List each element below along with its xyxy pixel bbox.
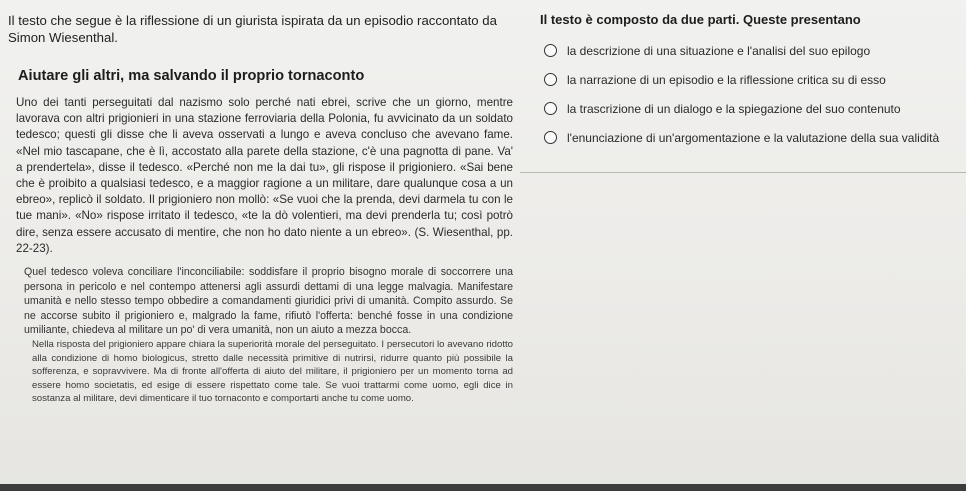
radio-button-icon[interactable] [544,44,557,57]
answer-option-label: l'enunciazione di un'argomentazione e la valutazione della sua validità [567,130,940,145]
passage-headline: Aiutare gli altri, ma salvando il proprio tornaconto [18,68,365,84]
question-text: Il testo è composto da due parti. Queste presentano [540,12,861,27]
reading-passage [8,12,513,406]
passage-paragraph-3: Nella risposta del prigioniero appare chiara la superiorità morale del perseguitato. I persecutori lo avevano ridotto alla condizione di homo biologicus, stretto dalle necessità primitive di nutrirsi, ridurre quanto più possibile la sofferenza, e sopravvivere. Ma di fronte all'offerta di aiuto del militare, il prigioniero per un momento torna ad essere homo societatis, ed esige di essere rispettato come tale. Se vuoi trattarmi come uomo, egli dice in sostanza al militare, devi dimenticare il tuo tornaconto e comportarti anche tu come uomo. [32,339,513,405]
question-panel [532,12,962,155]
answer-option-a[interactable] [532,39,962,62]
radio-button-icon[interactable] [544,131,557,144]
radio-button-icon[interactable] [544,73,557,86]
answer-option-b[interactable] [532,68,962,91]
passage-intro: Il testo che segue è la riflessione di un giurista ispirata da un episodio raccontato da Simon Wiesenthal. [8,13,497,45]
bottom-edge [0,484,966,491]
passage-paragraph-1: Uno dei tanti perseguitati dal nazismo solo perché nati ebrei, scrive che un giorno, mentre lavorava con altri prigionieri in una stazione ferroviaria della Polonia, fu avvicinato da un soldato tedesco; questi gli disse che li aveva osservati a lungo e aveva concluso che avevano fame. «Nel mio tascapane, che è lì, accostato alla parete della stazione, c'è una pagnotta di pane. Va' a prendertela», disse il tedesco. «Perché non me la dai tu», gli rispose il prigioniero. «Sai bene che è proibito a qualsiasi tedesco, e a maggior ragione a un militare, dare qualunque cosa a un ebreo», replicò il soldato. Il prigioniero non mollò: «Se vuoi che la prenda, devi darmela tu con le tue mani». «No» rispose irritato il tedesco, «te la dò volentieri, ma devi prenderla tu; così potrò dire, senza essere accusato di mentire, che non ho dato niente a un ebreo». (S. Wiesenthal, pp. 22-23). [16,96,513,255]
answer-option-label: la descrizione di una situazione e l'analisi del suo epilogo [567,43,871,58]
passage-paragraph-2: Quel tedesco voleva conciliare l'inconciliabile: soddisfare il proprio bisogno morale di soccorrere una persona in pericolo e nel contempo attenersi agli assurdi dettami di una legge malvagia. Manifestare umanità e nello stesso tempo obbedire a comandamenti giuridici privi di umanità. Compito assurdo. Se ne accorse subito il prigioniero e, malgrado la fame, rifiutò l'offerta: benché fosse in una condizione umiliante, chiedeva al militare un po' di vera umanità, non un aiuto a mezza bocca. [24,266,513,337]
answer-options [532,39,962,149]
answer-option-label: la narrazione di un episodio e la riflessione critica su di esso [567,72,886,87]
answer-option-label: la trascrizione di un dialogo e la spiegazione del suo contenuto [567,101,901,116]
answer-option-d[interactable] [532,126,962,149]
radio-button-icon[interactable] [544,102,557,115]
answer-option-c[interactable] [532,97,962,120]
section-divider [520,172,966,173]
